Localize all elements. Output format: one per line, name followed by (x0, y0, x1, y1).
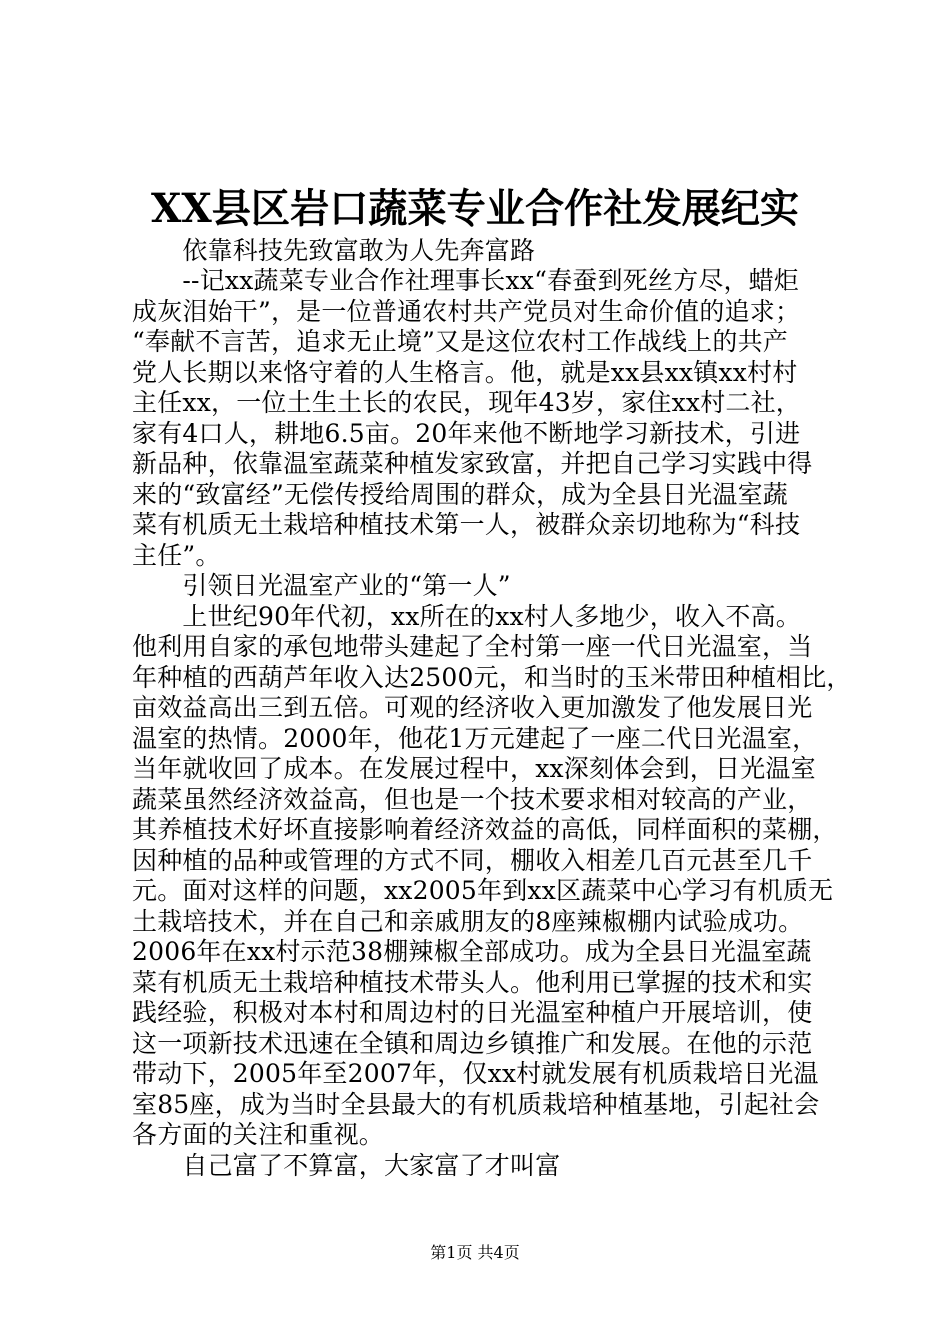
body-line: 践经验，积极对本村和周边村的日光温室种植户开展培训，使 (132, 998, 813, 1027)
body-line: 上世纪90年代初，xx所在的xx村人多地少，收入不高。 (132, 602, 802, 631)
body-line: 新品种，依靠温室蔬菜种植发家致富，并把自己学习实践中得 (132, 449, 813, 478)
body-line: 元。面对这样的问题，xx2005年到xx区蔬菜中心学习有机质无 (132, 876, 834, 905)
body-line: 年种植的西葫芦年收入达2500元，和当时的玉米带田种植相比， (132, 663, 852, 692)
body-line: 其养植技术好坏直接影响着经济效益的高低，同样面积的菜棚， (132, 815, 838, 844)
body-line: 2006年在xx村示范38棚辣椒全部成功。成为全县日光温室蔬 (132, 937, 812, 966)
body-line: “奉献不言苦，追求无止境”又是这位农村工作战线上的共产 (132, 327, 788, 356)
body-line: 菜有机质无土栽培种植技术带头人。他利用已掌握的技术和实 (132, 968, 813, 997)
section-heading: 引领日光温室产业的“第一人” (132, 571, 511, 600)
body-line: 蔬菜虽然经济效益高，但也是一个技术要求相对较高的产业， (132, 785, 813, 814)
body-line: 土栽培技术，并在自己和亲戚朋友的8座辣椒棚内试验成功。 (132, 907, 804, 936)
body-line: 主任xx，一位土生土长的农民，现年43岁，家住xx村二社， (132, 388, 802, 417)
body-line: 室85座，成为当时全县最大的有机质栽培种植基地，引起社会 (132, 1090, 820, 1119)
body-line: 党人长期以来恪守着的人生格言。他，就是xx县xx镇xx村村 (132, 358, 798, 387)
body-line: 当年就收回了成本。在发展过程中，xx深刻体会到，日光温室 (132, 754, 816, 783)
body-line: 这一项新技术迅速在全镇和周边乡镇推广和发展。在他的示范 (132, 1029, 813, 1058)
body-line: 来的“致富经”无偿传授给周围的群众，成为全县日光温室蔬 (132, 480, 788, 509)
body-line: 主任”。 (132, 541, 221, 570)
page-footer: 第1页 共4页 (430, 1243, 520, 1262)
body-line: 他利用自家的承包地带头建起了全村第一座一代日光温室，当 (132, 632, 813, 661)
body-line: 亩效益高出三到五倍。可观的经济收入更加激发了他发展日光 (132, 693, 813, 722)
body-line: 因种植的品种或管理的方式不同，棚收入相差几百元甚至几千 (132, 846, 813, 875)
section-heading: 自己富了不算富，大家富了才叫富 (132, 1151, 561, 1180)
body-line: 家有4口人，耕地6.5亩。20年来他不断地学习新技术，引进 (132, 419, 801, 448)
body-line: 成灰泪始干”，是一位普通农村共产党员对生命价值的追求； (132, 297, 801, 326)
body-line: 各方面的关注和重视。 (132, 1120, 385, 1149)
body-line: 依靠科技先致富敢为人先奔富路 (132, 236, 536, 265)
body-line: 温室的热情。2000年，他花1万元建起了一座二代日光温室， (132, 724, 818, 753)
body-line: 菜有机质无土栽培种植技术第一人，被群众亲切地称为“科技 (132, 510, 801, 539)
body-line: --记xx蔬菜专业合作社理事长xx“春蚕到死丝方尽，蜡炬 (132, 266, 800, 295)
body-line: 带动下，2005年至2007年，仅xx村就发展有机质栽培日光温 (132, 1059, 819, 1088)
document-title: XX县区岩口蔬菜专业合作社发展纪实 (150, 185, 800, 232)
